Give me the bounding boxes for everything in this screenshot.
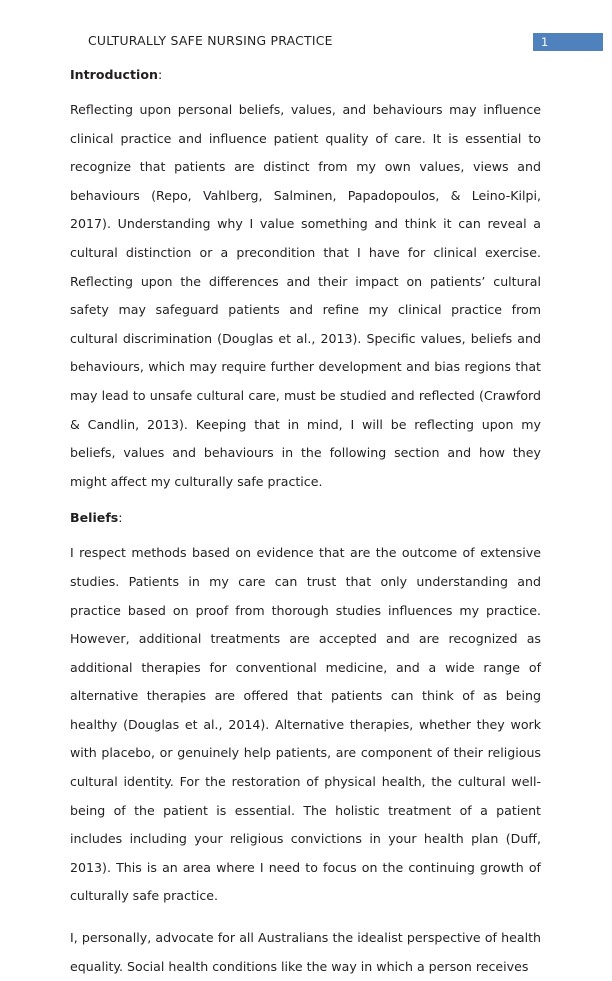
paragraph-introduction-1: Reflecting upon personal beliefs, values, and behaviours may influence clinical practice and influence patient quality of care. It is essential to recognize that patients are distinct from my own values, views and behaviours (Repo, Vahlberg, Salminen, Papadopoulos, & Leino-Kilpi, 2017). Understanding why I value something and think it can reveal a cultural distinction or a precondition that I have for clinical exercise. Reflecting upon the differences and their impact on patients’ cultural safety may safeguard patients and refine my clinical practice from cultural discrimination (Douglas et al., 2013). Specific values, beliefs and behaviours, which may require further development and bias regions that may lead to unsafe cultural care, must be studied and reflected (Crawford & Candlin, 2013). Keeping that in mind, I will be reflecting upon my beliefs, values and behaviours in the following section and how they might affect my culturally safe practice. bbox=[70, 102, 541, 489]
page-number-badge bbox=[533, 33, 603, 51]
section-heading-introduction bbox=[70, 66, 541, 84]
page-number: 1 bbox=[541, 35, 549, 49]
running-header bbox=[0, 32, 612, 54]
document-body bbox=[70, 66, 541, 981]
section-heading-introduction-label: Introduction bbox=[70, 67, 158, 82]
section-heading-introduction-colon: : bbox=[157, 67, 163, 82]
paragraph-beliefs-1: I respect methods based on evidence that are the outcome of extensive studies. Patients in my care can trust that only understanding and practice based on proof from thorough studies influences my practice. However, additional treatments are accepted and are recognized as additional therapies for conventional medicine, and a wide range of alternative therapies are offered that patients can think of as being healthy (Douglas et al., 2014). Alternative therapies, whether they work with placebo, or genuinely help patients, are component of their religious cultural identity. For the restoration of physical health, the cultural well-being of the patient is essential. The holistic treatment of a patient includes including your religious convictions in your health plan (Duff, 2013). This is an area where I need to focus on the continuing growth of culturally safe practice. bbox=[70, 545, 541, 904]
section-heading-beliefs-colon: : bbox=[118, 510, 123, 526]
paragraph-beliefs-2: I, personally, advocate for all Australians the idealist perspective of health equality. Social health conditions like the way in which a person receives bbox=[70, 930, 541, 974]
section-heading-beliefs bbox=[70, 509, 541, 527]
section-heading-beliefs-label: Beliefs bbox=[70, 510, 119, 526]
header-title: CULTURALLY SAFE NURSING PRACTICE bbox=[88, 33, 333, 48]
